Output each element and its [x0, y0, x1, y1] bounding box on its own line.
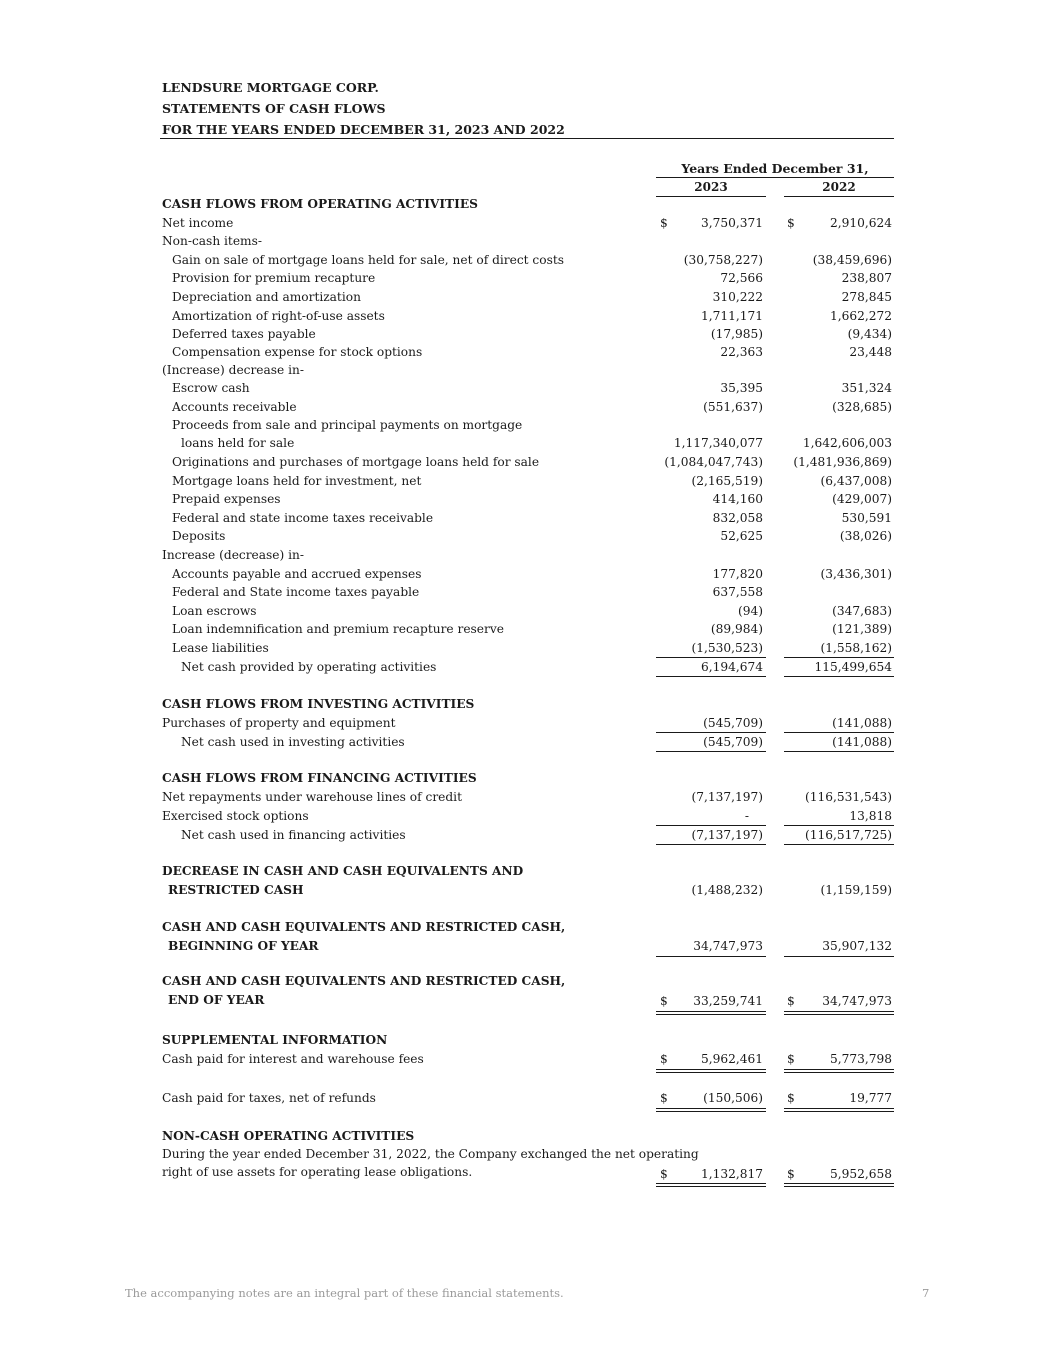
value-2023: (30,758,227) — [683, 253, 763, 267]
currency-symbol: $ — [660, 216, 668, 230]
total-rule — [656, 844, 766, 845]
value-2023: 310,222 — [712, 290, 763, 304]
row-label: Proceeds from sale and principal payments on mortgage — [172, 418, 523, 432]
value-2022: 278,845 — [841, 290, 892, 304]
row-label: Depreciation and amortization — [172, 290, 361, 304]
value-2023: (1,530,523) — [691, 641, 763, 655]
value-2022: 13,818 — [849, 809, 892, 823]
value-2022: (347,683) — [832, 604, 892, 618]
row-label: Loan escrows — [172, 604, 257, 618]
value-2022: 1,662,272 — [829, 309, 892, 323]
currency-symbol: $ — [787, 216, 795, 230]
value-2023: 1,711,171 — [700, 309, 763, 323]
row-label: END OF YEAR — [168, 993, 265, 1007]
row-label: SUPPLEMENTAL INFORMATION — [162, 1033, 388, 1047]
value-2022: (38,459,696) — [812, 253, 892, 267]
value-2023: 832,058 — [712, 511, 763, 525]
table-row — [0, 565, 1055, 583]
value-2023: (545,709) — [703, 735, 763, 749]
row-label: Provision for premium recapture — [172, 271, 376, 285]
column-group-label: Years Ended December 31, — [681, 161, 869, 176]
value-2022: (429,007) — [832, 492, 892, 506]
value-2022: (121,389) — [832, 622, 892, 636]
table-row — [0, 583, 1055, 601]
double-rule — [784, 1183, 894, 1187]
row-label: Net cash used in investing activities — [181, 735, 405, 749]
subtotal-rule — [784, 956, 894, 957]
subtotal-row — [0, 826, 1055, 844]
value-2022: 2,910,624 — [829, 216, 892, 230]
double-rule — [656, 1183, 766, 1187]
row-label: CASH FLOWS FROM FINANCING ACTIVITIES — [162, 771, 477, 785]
double-rule — [784, 1069, 894, 1073]
table-row — [0, 714, 1055, 732]
currency-symbol: $ — [660, 1052, 668, 1066]
value-2022: 5,773,798 — [829, 1052, 892, 1066]
value-2022: (3,436,301) — [820, 567, 892, 581]
double-rule — [656, 1108, 766, 1112]
row-label: Lease liabilities — [172, 641, 269, 655]
table-row — [0, 472, 1055, 490]
subtotal-rule — [656, 956, 766, 957]
currency-symbol: $ — [660, 994, 668, 1008]
row-label: Purchases of property and equipment — [162, 716, 396, 730]
value-2023: (1,084,047,743) — [664, 455, 763, 469]
double-rule — [656, 1011, 766, 1015]
value-2023: (7,137,197) — [691, 828, 763, 842]
double-rule — [784, 1011, 894, 1015]
value-2023: 414,160 — [712, 492, 763, 506]
value-2022: (1,159,159) — [820, 883, 892, 897]
footer-note: The accompanying notes are an integral part of these financial statements. — [125, 1286, 564, 1300]
table-row — [0, 269, 1055, 287]
row-label: Accounts receivable — [172, 400, 297, 414]
value-2023: (545,709) — [703, 716, 763, 730]
row-label: Net cash provided by operating activities — [181, 660, 437, 674]
row-label: Federal and state income taxes receivable — [172, 511, 434, 525]
table-row — [0, 251, 1055, 269]
row-label: Amortization of right-of-use assets — [172, 309, 385, 323]
value-2023: 72,566 — [720, 271, 763, 285]
row-label: CASH AND CASH EQUIVALENTS AND RESTRICTED CASH, — [162, 920, 566, 934]
value-2022: (9,434) — [847, 327, 892, 341]
row-label: Increase (decrease) in- — [162, 548, 304, 562]
statement-period: FOR THE YEARS ENDED DECEMBER 31, 2023 AND 2022 — [162, 122, 565, 137]
table-row — [0, 288, 1055, 306]
currency-symbol: $ — [660, 1091, 668, 1105]
row-label: Originations and purchases of mortgage loans held for sale — [172, 455, 540, 469]
value-2022: (6,437,008) — [820, 474, 892, 488]
value-2023: 22,363 — [720, 345, 763, 359]
grand-total-row — [0, 992, 1055, 1010]
row-label: DECREASE IN CASH AND CASH EQUIVALENTS AND — [162, 864, 524, 878]
row-label: Net cash used in financing activities — [181, 828, 406, 842]
section-heading-end — [0, 972, 1055, 990]
value-2022: (38,026) — [839, 529, 892, 543]
page-number: 7 — [922, 1286, 930, 1300]
currency-symbol: $ — [787, 1052, 795, 1066]
table-row — [0, 398, 1055, 416]
value-2022: (1,481,936,869) — [793, 455, 892, 469]
table-row — [0, 620, 1055, 638]
value-2022: (141,088) — [832, 716, 892, 730]
section-heading-beginning — [0, 918, 1055, 936]
value-2022: (328,685) — [832, 400, 892, 414]
column-year-2022: 2022 — [822, 180, 856, 194]
table-row — [0, 509, 1055, 527]
row-label: Cash paid for taxes, net of refunds — [162, 1091, 376, 1105]
table-row — [0, 1050, 1055, 1068]
table-row — [0, 325, 1055, 343]
value-2023: (17,985) — [710, 327, 763, 341]
statement-title: STATEMENTS OF CASH FLOWS — [162, 101, 386, 116]
row-label: right of use assets for operating lease obligations. — [162, 1165, 473, 1179]
value-2022: 1,642,606,003 — [802, 436, 892, 450]
subtotal-row — [0, 733, 1055, 751]
row-label: CASH FLOWS FROM INVESTING ACTIVITIES — [162, 697, 475, 711]
value-2023: (94) — [737, 604, 763, 618]
total-rule — [784, 676, 894, 677]
total-rule — [656, 751, 766, 752]
value-2023: (7,137,197) — [691, 790, 763, 804]
section-heading-supplemental — [0, 1031, 1055, 1049]
value-2023: (89,984) — [710, 622, 763, 636]
row-label: NON-CASH OPERATING ACTIVITIES — [162, 1129, 415, 1143]
section-heading-financing — [0, 769, 1055, 787]
table-row — [0, 1145, 1055, 1163]
row-label: During the year ended December 31, 2022, the Company exchanged the net operating — [162, 1147, 699, 1161]
currency-symbol: $ — [787, 1091, 795, 1105]
value-2022: 5,952,658 — [829, 1167, 892, 1181]
row-label: Non-cash items- — [162, 234, 262, 248]
value-2022: 34,747,973 — [822, 994, 892, 1008]
currency-symbol: $ — [660, 1167, 668, 1181]
section-heading-noncash — [0, 1127, 1055, 1145]
value-2023: 637,558 — [712, 585, 763, 599]
section-heading-operating — [0, 195, 1055, 213]
table-row — [0, 1163, 1055, 1181]
row-label: Gain on sale of mortgage loans held for sale, net of direct costs — [172, 253, 564, 267]
row-label: CASH FLOWS FROM OPERATING ACTIVITIES — [162, 197, 478, 211]
value-2023: 1,132,817 — [700, 1167, 763, 1181]
value-2023: (150,506) — [703, 1091, 763, 1105]
value-2022: (1,558,162) — [820, 641, 892, 655]
double-rule — [784, 1108, 894, 1112]
value-2022: 351,324 — [841, 381, 892, 395]
subtotal-row — [0, 658, 1055, 676]
row-label: CASH AND CASH EQUIVALENTS AND RESTRICTED CASH, — [162, 974, 566, 988]
row-label: Escrow cash — [172, 381, 250, 395]
table-row — [0, 307, 1055, 325]
company-name: LENDSURE MORTGAGE CORP. — [162, 80, 379, 95]
value-2023: 33,259,741 — [693, 994, 763, 1008]
row-label: Loan indemnification and premium recapture reserve — [172, 622, 504, 636]
table-row — [0, 546, 1055, 564]
total-rule — [784, 844, 894, 845]
table-row — [0, 361, 1055, 379]
row-label: Cash paid for interest and warehouse fees — [162, 1052, 424, 1066]
row-label: RESTRICTED CASH — [168, 883, 304, 897]
total-rule — [784, 751, 894, 752]
table-row — [0, 937, 1055, 955]
value-2022: (116,517,725) — [804, 828, 892, 842]
value-2022: (116,531,543) — [804, 790, 892, 804]
value-2023: (1,488,232) — [691, 883, 763, 897]
value-2022: 238,807 — [841, 271, 892, 285]
row-label: Federal and State income taxes payable — [172, 585, 420, 599]
row-label: loans held for sale — [181, 436, 295, 450]
value-2022: 35,907,132 — [822, 939, 892, 953]
value-2023: 35,395 — [720, 381, 763, 395]
table-row — [0, 639, 1055, 657]
value-2022: 23,448 — [849, 345, 892, 359]
row-label: Mortgage loans held for investment, net — [172, 474, 422, 488]
column-year-2023: 2023 — [694, 180, 728, 194]
row-label: Prepaid expenses — [172, 492, 281, 506]
row-label: Net repayments under warehouse lines of credit — [162, 790, 462, 804]
row-label: Net income — [162, 216, 234, 230]
value-2023: 6,194,674 — [700, 660, 763, 674]
currency-symbol: $ — [787, 994, 795, 1008]
row-label: Exercised stock options — [162, 809, 309, 823]
table-row — [0, 416, 1055, 434]
table-row — [0, 807, 1055, 825]
value-2023: (2,165,519) — [691, 474, 763, 488]
currency-symbol: $ — [787, 1167, 795, 1181]
value-2022: 19,777 — [849, 1091, 892, 1105]
value-2023: 3,750,371 — [700, 216, 763, 230]
section-heading-investing — [0, 695, 1055, 713]
table-row — [0, 214, 1055, 232]
row-label: Deferred taxes payable — [172, 327, 316, 341]
double-rule — [656, 1069, 766, 1073]
value-2023: (551,637) — [703, 400, 763, 414]
table-row — [0, 379, 1055, 397]
row-label: Compensation expense for stock options — [172, 345, 423, 359]
table-row — [0, 434, 1055, 452]
value-2023: 52,625 — [720, 529, 763, 543]
value-2023: 1,117,340,077 — [673, 436, 763, 450]
table-row — [0, 788, 1055, 806]
value-2023: 34,747,973 — [693, 939, 763, 953]
value-2022: (141,088) — [832, 735, 892, 749]
table-row — [0, 1089, 1055, 1107]
row-label: (Increase) decrease in- — [162, 363, 304, 377]
table-row — [0, 881, 1055, 899]
value-2023: 177,820 — [712, 567, 763, 581]
table-row — [0, 453, 1055, 471]
value-2022: 530,591 — [841, 511, 892, 525]
value-2022: 115,499,654 — [814, 660, 892, 674]
table-row — [0, 527, 1055, 545]
total-rule — [656, 676, 766, 677]
value-2023: - — [744, 809, 749, 823]
header-divider — [160, 138, 894, 139]
row-label: BEGINNING OF YEAR — [168, 939, 319, 953]
table-row — [0, 343, 1055, 361]
table-row — [0, 490, 1055, 508]
row-label: Deposits — [172, 529, 226, 543]
table-row — [0, 232, 1055, 250]
row-label: Accounts payable and accrued expenses — [172, 567, 422, 581]
value-2023: 5,962,461 — [700, 1052, 763, 1066]
table-row — [0, 602, 1055, 620]
section-heading-decrease — [0, 862, 1055, 880]
column-group-rule — [656, 177, 894, 178]
